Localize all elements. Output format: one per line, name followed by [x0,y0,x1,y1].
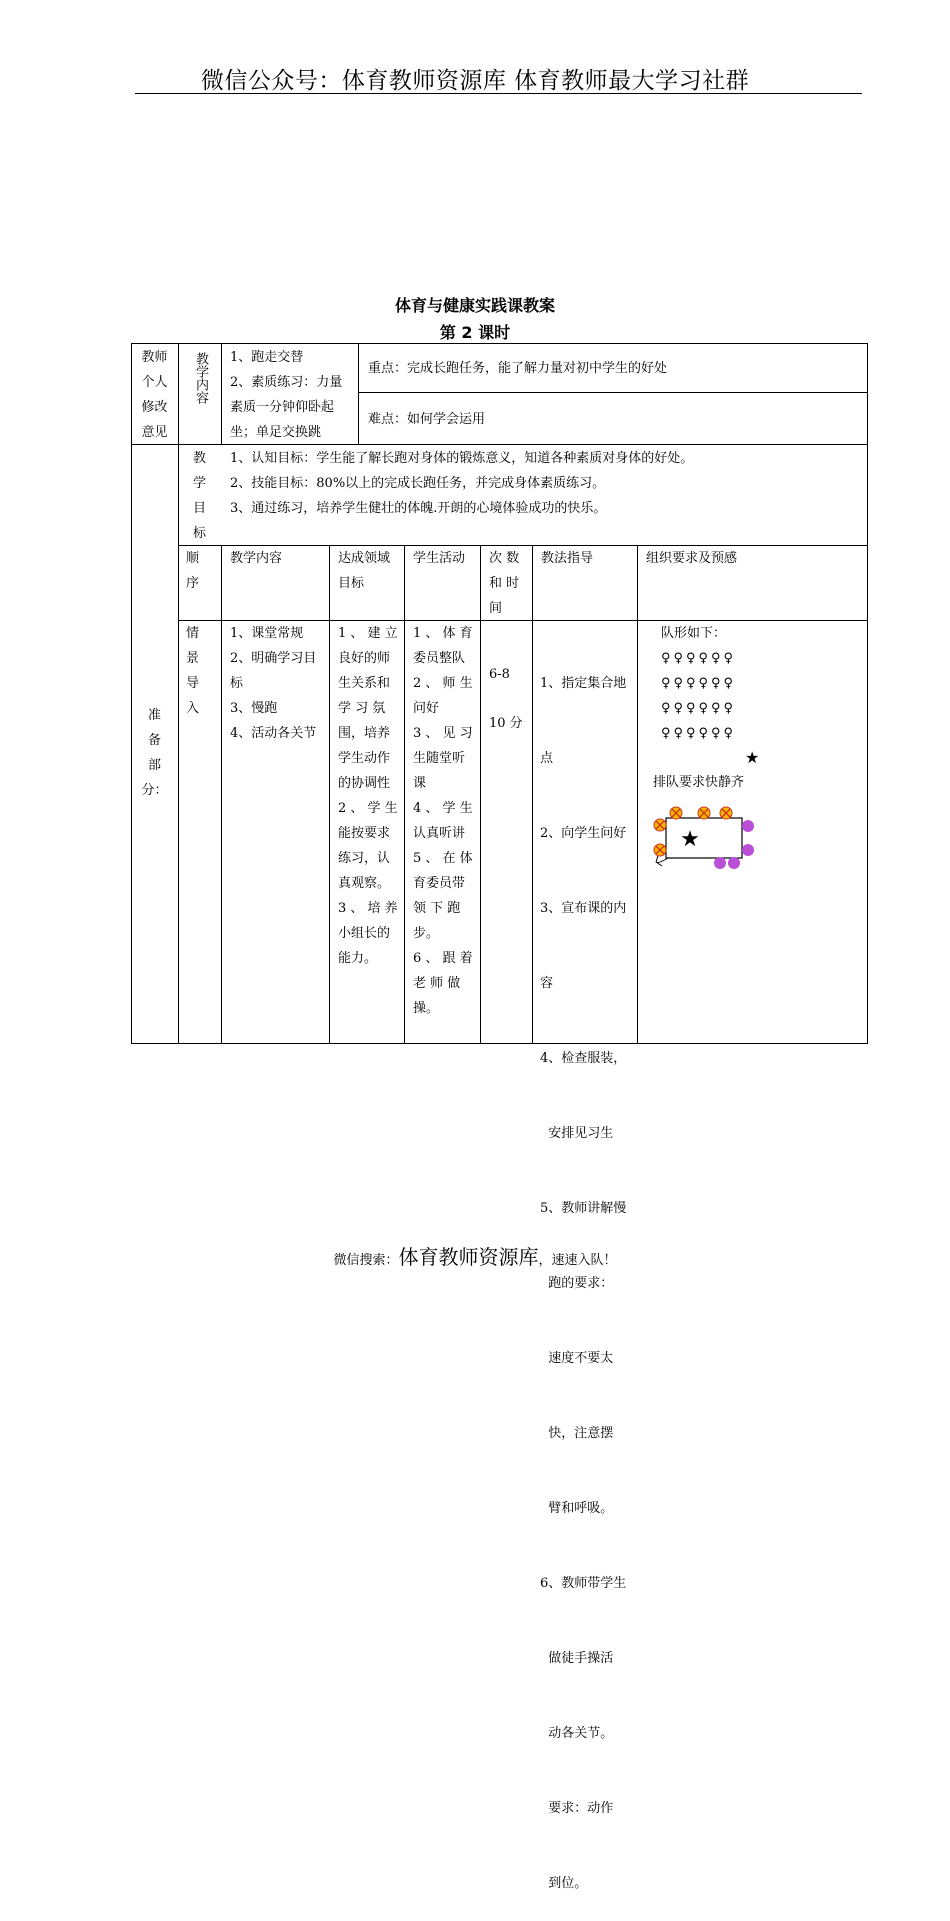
target-line: 1 、 建 立 [338,626,398,641]
teacher-star: ★ [745,748,760,767]
col-target [338,546,402,596]
col-time [489,546,529,621]
content-line: 2、素质练习：力量 [230,375,343,390]
order-line: 导 [186,676,200,691]
activity-line: 认真听讲 [413,826,466,841]
activity-line: 1 、 体 育 [413,626,473,641]
label-line: 备 [147,733,161,748]
activity-line: 步。 [413,926,440,941]
label-line: 学 [192,476,206,491]
activity-line: 老 师 做 [413,976,461,991]
target-line: 真观察。 [338,876,391,891]
content-line: 1、跑走交替 [230,350,304,365]
label-line: 分： [141,783,168,798]
goals-label [178,446,221,546]
target-line: 2 、 学 生 [338,801,398,816]
rule [358,392,868,393]
target-line: 良好的师 [338,651,391,666]
footer-brand: 体育教师资源库 [398,1245,539,1269]
teacher-note-label [131,345,178,445]
header-line: 间 [489,601,503,616]
order-line: 情 [186,626,200,641]
header-line: 序 [186,576,200,591]
row-order [186,621,216,721]
col-order [186,546,216,596]
method-line: 4、检查服装， [540,1051,627,1066]
activity-line: 委员整队 [413,651,466,666]
target-line: 围，培养 [338,726,391,741]
method-line: 2、向学生问好 [540,826,627,841]
label-line: 修改 [141,400,168,415]
rule [404,545,405,1044]
method-line: 3、宣布课的内 [540,901,627,916]
running-route-diagram [648,802,758,872]
col-org: 组织要求及预感 [646,551,738,566]
content-line: 坐；单足交换跳 [230,425,322,440]
row-target [338,621,399,971]
activity-line: 5 、 在 体 [413,851,473,866]
footer-prefix: 微信搜索： [333,1253,399,1268]
time-line: 6-8 [489,667,510,682]
goal-line: 3、通过练习，培养学生健壮的体魄.开朗的心境体验成功的快乐。 [230,501,607,516]
header-line: 次 数 [489,551,520,566]
row-method [540,621,636,1921]
activity-line: 2 、 师 生 [413,676,473,691]
activity-line: 领 下 跑 [413,901,461,916]
footer-suffix: ，速速入队！ [538,1253,617,1268]
target-line: 的协调性 [338,776,391,791]
header-banner: 微信公众号：体育教师资源库 体育教师最大学习社群 [200,68,750,94]
rule [480,545,481,1044]
row-time [489,662,529,736]
activity-line: 生随堂听 [413,751,466,766]
method-line: 快，注意摆 [540,1426,614,1441]
purple-dot-icon [728,857,740,869]
content-line: 标 [230,676,244,691]
goal-line: 1、认知目标：学生能了解长跑对身体的锻炼意义，知道各种素质对身体的好处。 [230,451,694,466]
row-content [230,621,328,746]
label-line: 意见 [141,425,168,440]
target-line: 学生动作 [338,751,391,766]
content-line: 1、课堂常规 [230,626,304,641]
method-line: 做徒手操活 [540,1651,614,1666]
target-line: 生关系和 [338,676,391,691]
col-content: 教学内容 [230,551,283,566]
target-line: 能力。 [338,951,378,966]
method-line: 1、指定集合地 [540,676,627,691]
formation-title: 队形如下： [661,626,727,641]
activity-line: 问好 [413,701,440,716]
doc-subtitle: 第 2 课时 [439,323,511,342]
content-line: 3、慢跑 [230,701,278,716]
label-line: 目 [192,501,206,516]
target-line: 3 、 培 养 [338,901,398,916]
footer [0,1241,950,1270]
activity-line: 育委员带 [413,876,466,891]
formation-row: ♀♀♀♀♀♀ [661,701,737,716]
col-activity: 学生活动 [413,551,466,566]
cross-circle-icon [654,819,666,831]
label-line: 准 [147,708,161,723]
rule [221,343,222,444]
rule [358,343,359,444]
doc-title: 体育与健康实践课教案 [394,296,555,315]
cross-circle-icon [670,807,682,819]
order-line: 景 [186,651,200,666]
content-label: 教学内容 [193,352,208,404]
route-rectangle [666,818,742,858]
goal-line: 2、技能目标：80%以上的完成长跑任务，并完成身体素质练习。 [230,476,606,491]
label-line: 标 [192,526,206,541]
formation-row: ♀♀♀♀♀♀ [661,676,737,691]
target-line: 学 习 氛 [338,701,386,716]
formation-block [661,621,861,746]
purple-dot-icon [714,857,726,869]
method-line: 容 [540,976,554,991]
method-line: 安排见习生 [540,1126,614,1141]
activity-line: 4 、 学 生 [413,801,473,816]
spacer [489,687,529,711]
time-line: 10 分 [489,716,523,731]
formation-row: ♀♀♀♀♀♀ [661,726,737,741]
cross-circle-icon [654,844,666,856]
method-line: 跑的要求： [540,1276,614,1291]
header-line: 和 时 [489,576,520,591]
rule [329,545,330,1044]
header-divider [135,93,862,94]
label-line: 教师 [141,350,168,365]
formation-row: ♀♀♀♀♀♀ [661,651,737,666]
content-list [230,345,356,445]
rule [221,545,222,1044]
label-line: 教 [192,451,206,466]
center-star: ★ [680,827,700,852]
activity-line: 6 、 跟 着 [413,951,473,966]
target-line: 能按要求 [338,826,391,841]
header-line: 达成领域 [338,551,391,566]
rule [532,545,533,1044]
cross-circle-icon [720,807,732,819]
purple-dot-icon [742,844,754,856]
purple-dot-icon [742,820,754,832]
queue-requirement: 排队要求快静齐 [653,775,745,790]
label-line: 个人 [141,375,168,390]
activity-line: 课 [413,776,427,791]
method-line: 要求：动作 [540,1801,614,1816]
goals-list [230,446,865,521]
target-line: 小组长的 [338,926,391,941]
method-line: 到位。 [540,1876,588,1891]
difficulty: 难点：如何学会运用 [368,412,486,427]
content-line: 2、明确学习目 [230,651,317,666]
header-line: 目标 [338,576,365,591]
method-line: 动各关节。 [540,1726,614,1741]
target-line: 练习，认 [338,851,391,866]
col-method: 教法指导 [541,551,594,566]
row-activity [413,621,475,1021]
content-line: 素质一分钟仰卧起 [230,400,335,415]
cross-circle-icon [698,807,710,819]
method-line: 点 [540,751,554,766]
method-line: 5、教师讲解慢 [540,1201,627,1216]
header-line: 顺 [186,551,200,566]
section-label [131,703,178,803]
key-point: 重点：完成长跑任务，能了解力量对初中学生的好处 [368,361,668,376]
content-line: 4、活动各关节 [230,726,317,741]
rule [637,545,638,1044]
order-line: 入 [186,701,200,716]
label-line: 部 [147,758,161,773]
activity-line: 3 、 见 习 [413,726,473,741]
method-line: 臂和呼吸。 [540,1501,614,1516]
method-line: 速度不要太 [540,1351,614,1366]
method-line: 6、教师带学生 [540,1576,627,1591]
activity-line: 操。 [413,1001,440,1016]
